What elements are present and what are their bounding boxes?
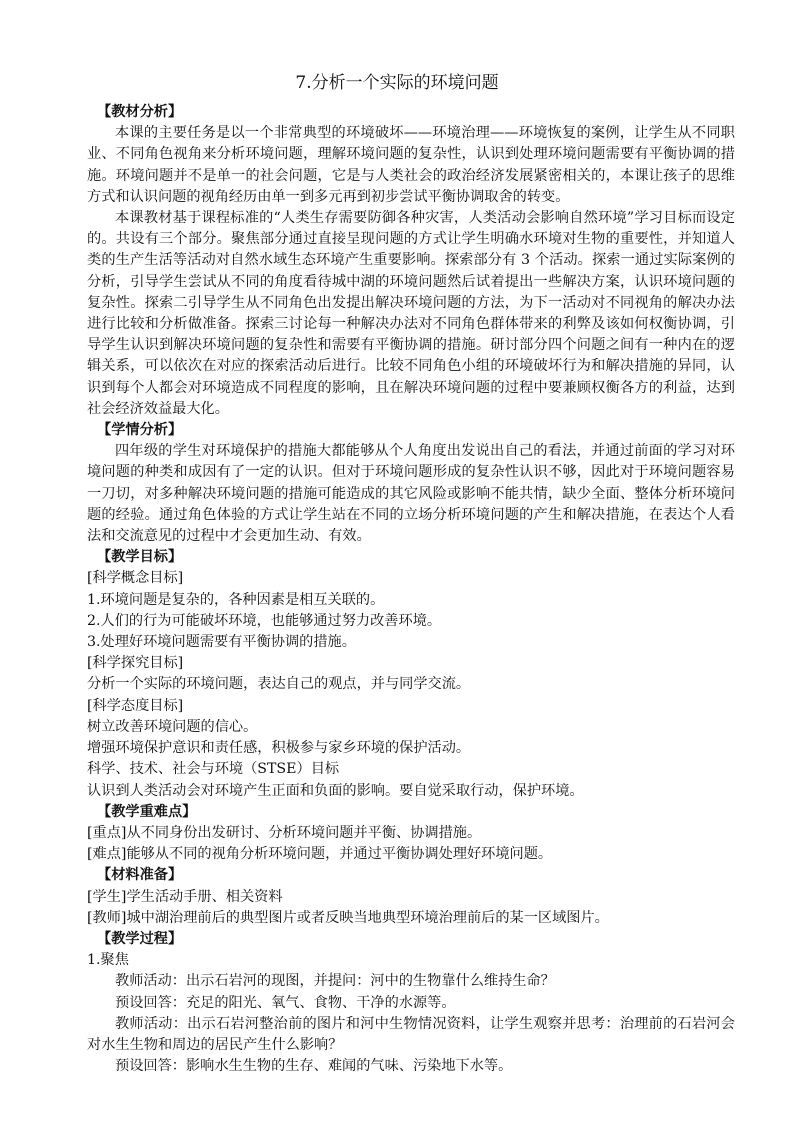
process-line: 预设回答：影响水生生物的生存、难闻的气味、污染地下水等。 — [115, 1058, 513, 1075]
inquiry-objective-label: [科学探究目标] — [87, 655, 184, 672]
teacher-materials: [教师]城中湖治理前后的典型图片或者反映当地典型环境治理前后的某一区域图片。 — [87, 909, 609, 926]
material-analysis-paragraph-2: 本课教材基于课程标准的“人类生存需要防御各种灾害，人类活动会影响自然环境”学习目标而设定的。共设有三个部分。聚焦部分通过直接呈现问题的方式让学生明确水环境对生物的重要性，并知道人类的生产生活等活动对自然水域生态环境产生重要影响。探索部分有 3 个活动。探索一通过实际案例的分析，引导学生尝试从不同的角度看待城中湖的环境问题然后试着提出一些解决方案，认识环境问题的复杂性。探索二引导学生从不同角色出发提出解决环境问题的方法，为下一活动对不同视角的解决办法进行比较和分析做准备。探索三讨论每一种解决办法对不同角色群体带来的利弊及该如何权衡协调，引导学生认识到解决环境问题的复杂性和需要有平衡协调的措施。研讨部分四个问题之间有一种内在的逻辑关系，可以依次在对应的探索活动后进行。比较不同角色小组的环境破坏行为和解决措施的异同，认识到每个人都会对环境造成不同程度的影响，且在解决环境问题的过程中要兼顾权衡各方的利益，达到社会经济效益最大化。 — [87, 210, 735, 417]
section-heading-key-points: 【教学重难点】 — [97, 803, 197, 820]
concept-objective-label: [科学概念目标] — [87, 570, 184, 587]
key-point: [重点]从不同身份出发研讨、分析环境问题并平衡、协调措施。 — [87, 824, 482, 841]
concept-objective-item: 1.环境问题是复杂的，各种因素是相互关联的。 — [87, 591, 385, 608]
section-heading-student-analysis: 【学情分析】 — [97, 422, 183, 439]
attitude-objective-item: 树立改善环境问题的信心。 — [87, 718, 258, 735]
difficult-point: [难点]能够从不同的视角分析环境问题，并通过平衡协调处理好环境问题。 — [87, 846, 553, 863]
material-analysis-paragraph-1: 本课的主要任务是以一个非常典型的环境破坏——环境治理——环境恢复的案例，让学生从不同职业、不同角色视角来分析环境问题，理解环境问题的复杂性，认识到处理环境问题需要有平衡协调的措施。环境问题并不是单一的社会问题，它是与人类社会的政治经济发展紧密相关的，本课让孩子的思维方式和认识问题的视角经历由单一到多元再到初步尝试平衡协调取舍的转变。 — [87, 125, 735, 205]
concept-objective-item: 2.人们的行为可能破坏环境，也能够通过努力改善环境。 — [87, 612, 442, 629]
stse-objective-text: 认识到人类活动会对环境产生正面和负面的影响。要自觉采取行动，保护环境。 — [87, 782, 584, 799]
stse-objective-label: 科学、技术、社会与环境（STSE）目标 — [87, 761, 340, 778]
process-line: 预设回答：充足的阳光、氧气、食物、干净的水源等。 — [115, 994, 456, 1011]
section-heading-process: 【教学过程】 — [97, 930, 183, 947]
attitude-objective-item: 增强环境保护意识和责任感，积极参与家乡环境的保护活动。 — [87, 740, 471, 757]
attitude-objective-label: [科学态度目标] — [87, 697, 184, 714]
concept-objective-item: 3.处理好环境问题需要有平衡协调的措施。 — [87, 634, 356, 651]
page-title: 7.分析一个实际的环境问题 — [295, 73, 499, 93]
section-heading-materials: 【材料准备】 — [97, 867, 183, 884]
inquiry-objective-text: 分析一个实际的环境问题，表达自己的观点，并与同学交流。 — [87, 676, 471, 693]
student-materials: [学生]学生活动手册、相关资料 — [87, 888, 283, 905]
process-line: 教师活动：出示石岩河整治前的图片和河中生物情况资料，让学生观察并思考：治理前的石岩河会对水生生物和周边的居民产生什么影响？ — [87, 1015, 735, 1053]
section-heading-material-analysis: 【教材分析】 — [97, 104, 183, 120]
document-body — [87, 102, 735, 1077]
process-line: 教师活动：出示石岩河的现图，并提问：河中的生物靠什么维持生命？ — [115, 973, 555, 990]
section-heading-objectives: 【教学目标】 — [97, 549, 183, 566]
process-step-title: 1.聚焦 — [87, 952, 129, 969]
student-analysis-paragraph: 四年级的学生对环境保护的措施大都能够从个人角度出发说出自己的看法，并通过前面的学习对环境问题的种类和成因有了一定的认识。但对于环境问题形成的复杂性认识不够，因此对于环境问题容易一刀切，对多种解决环境问题的措施可能造成的其它风险或影响不能共情，缺少全面、整体分析环境问题的经验。通过角色体验的方式让学生站在不同的立场分析环境问题的产生和解决措施，在表达个人看法和交流意见的过程中才会更加生动、有效。 — [87, 443, 735, 545]
